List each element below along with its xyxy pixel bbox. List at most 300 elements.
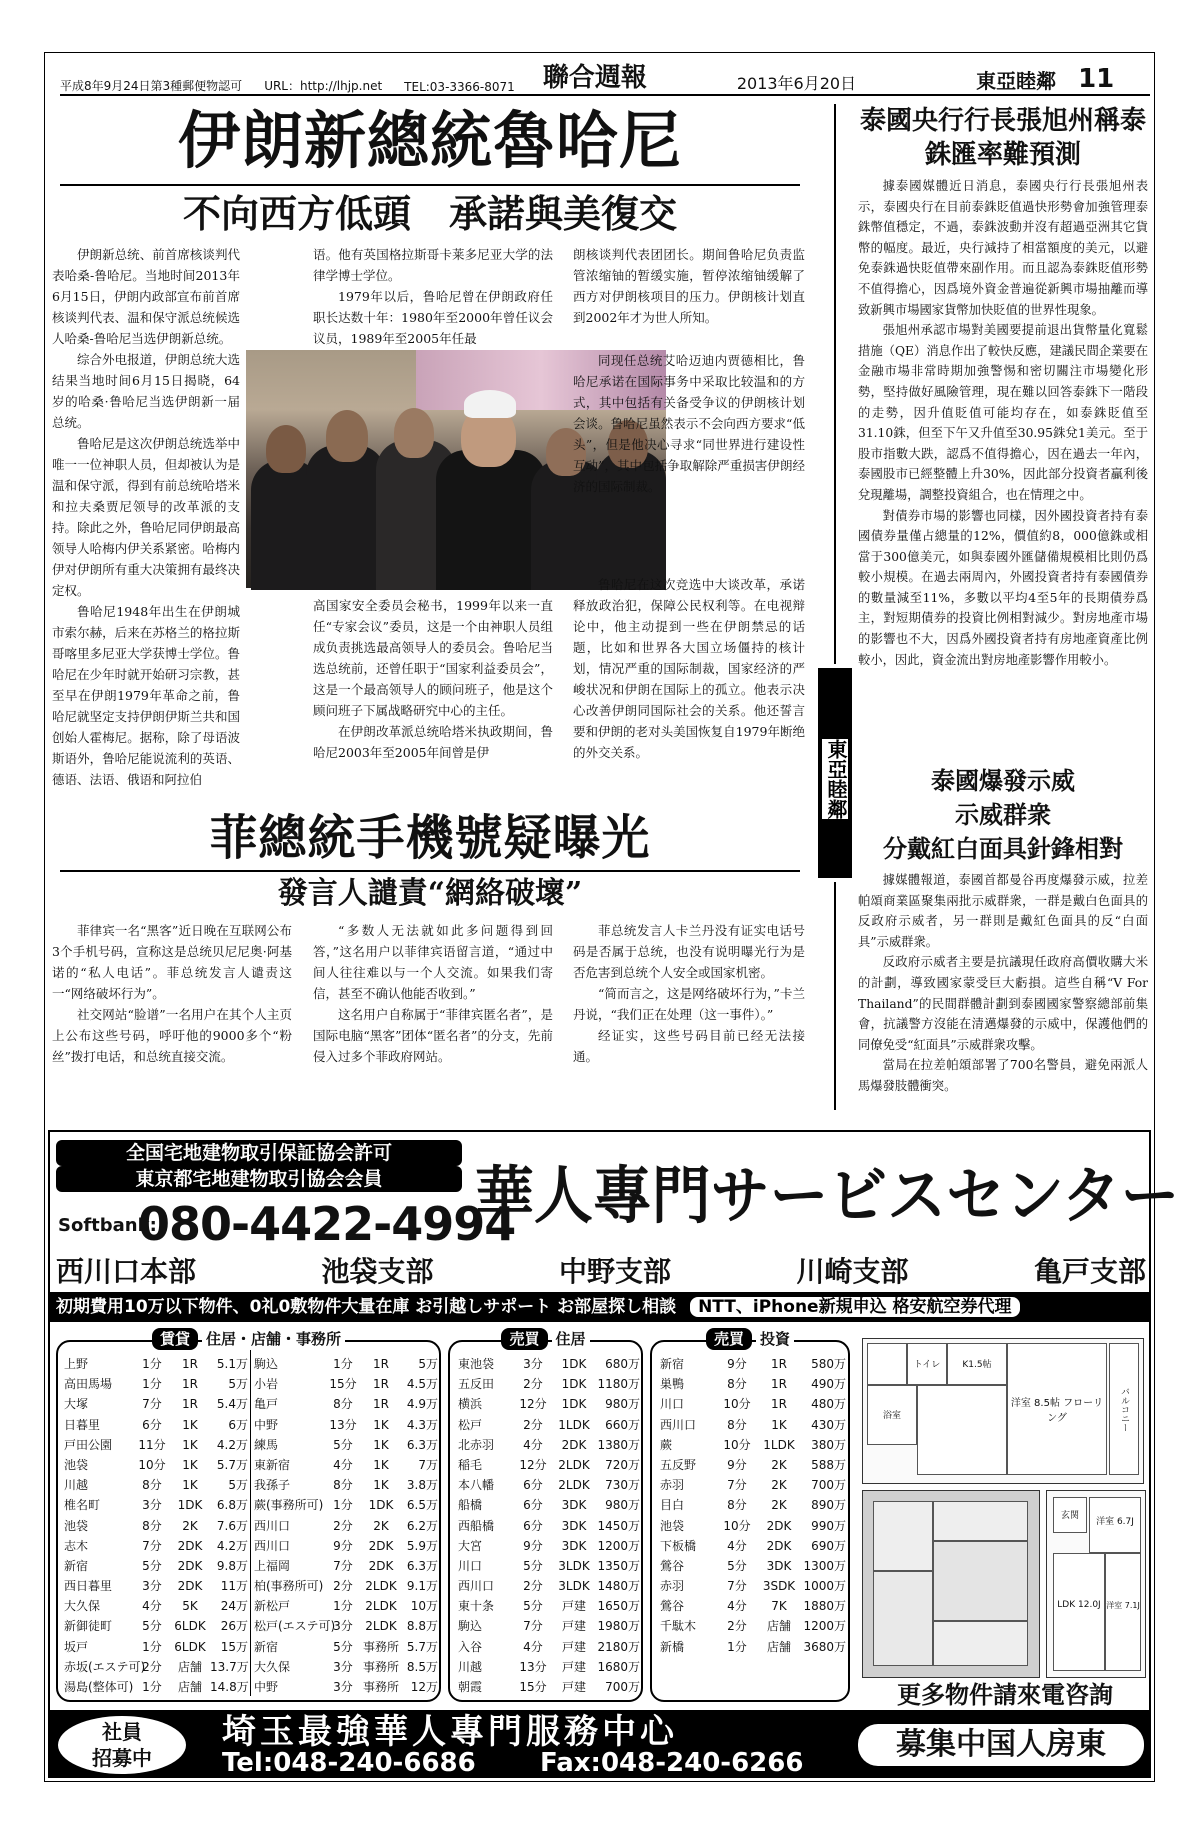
paragraph: 鲁哈尼在这次竞选中大谈改革，承诺释放政治犯，保障公民权利等。在电视辩论中，他主动提到一些在伊朗禁忌的话题，比如和世界各大国立场僵持的核计划，情况严重的国际制裁，国家经济的严峻状况和伊朗在国际上的孤立。他表示决心改善伊朗同国际社会的关系。他还誓言要和伊朗的老对头美国恢复自1979年断绝的外交关系。 [573,577,805,760]
listing-price: 5.1万 [216,1357,248,1371]
listing-row [254,1576,439,1596]
listing-type: 2DK [177,1538,203,1553]
listing-walk: 8分 [727,1377,747,1392]
listing-walk: 15分 [329,1377,357,1392]
listing-station: 西川口 [254,1518,291,1533]
listing-row [660,1556,846,1576]
listing-type: 1DK [561,1357,587,1371]
article4-title-line3: 分戴紅白面具針鋒相對 [883,835,1123,863]
listing-price: 700万 [811,1478,846,1493]
listing-walk: 3分 [142,1498,162,1513]
listing-walk: 8分 [333,1397,353,1412]
article2-subtitle: 發言人譴責“網絡破壞” [277,876,583,911]
listing-row [64,1516,249,1536]
listing-station: 松戸 [458,1417,483,1432]
listing-row [458,1536,640,1556]
fp-room [933,1541,1028,1621]
listing-row [458,1677,640,1697]
recruit-badge [58,1716,186,1774]
article1-col2-top [313,244,553,348]
page-number: 11 [1078,64,1115,94]
article4-body [858,870,1148,1110]
ad-phone[interactable]: 080-4422-4994 [138,1197,516,1251]
listing-row [458,1616,640,1636]
listing-row [660,1536,846,1556]
listing-station: 西川口 [254,1538,291,1553]
listing-walk: 7分 [333,1558,353,1573]
listing-row [64,1495,249,1515]
fp-room [867,1343,907,1385]
fp-bedroom: 洋室 7.1J [1105,1553,1141,1671]
listing-station: 本八幡 [458,1478,495,1493]
listing-walk: 10分 [723,1397,751,1412]
recruit-line2: 招募中 [92,1746,152,1770]
listing-type: 1R [771,1357,787,1371]
listing-walk: 2分 [523,1377,543,1392]
masthead [60,63,1150,96]
fp-kitchen: K1.5帖 [947,1343,1007,1385]
listing-walk: 2分 [523,1579,543,1594]
invest-title: 投資 [756,1330,794,1348]
invest-tag: 売買 [706,1328,752,1350]
listing-price: 15万 [220,1639,248,1654]
listing-station: 中野 [254,1417,279,1432]
listing-station: 五反野 [660,1457,697,1472]
listing-type: 1R [182,1377,198,1392]
article1-rule [60,184,800,186]
paragraph: 菲律宾一名“黑客”近日晚在互联网公布3个手机号码，宣称这是总统贝尼尼奥·阿基诺的“私人电话”。菲总统发言人谴责这一“网络破坏行为”。 [52,923,292,1001]
url-text[interactable]: URL：http://lhjp.net [264,79,383,93]
listing-walk: 9分 [727,1357,747,1371]
listing-row [254,1374,439,1394]
paragraph: 朗核谈判代表团团长。期间鲁哈尼负责监管浓缩铀的暂缓实施，暂停浓缩铀缓解了西方对伊朗核项目的压力。伊朗核计划直到2002年才为世人所知。 [573,247,805,325]
person [326,410,368,462]
listing-price: 10万 [410,1599,438,1614]
listing-price: 2180万 [597,1639,640,1654]
listing-walk: 1分 [142,1680,162,1694]
listing-type: 2DK [177,1558,203,1573]
listing-price: 4.9万 [406,1397,438,1412]
listing-station: 我孫子 [254,1478,291,1493]
listing-walk: 5分 [142,1619,162,1634]
article4-title-line1: 泰國爆發示威 [931,767,1075,795]
listing-station: 池袋 [64,1457,89,1472]
fp-room [873,1571,933,1666]
listing-type: 1LDK [763,1437,795,1452]
listing-price: 5.7万 [216,1457,248,1472]
listing-row [254,1495,439,1515]
listing-type: 2LDK [558,1457,590,1472]
listing-row [64,1475,249,1495]
listing-station: 志木 [64,1538,89,1553]
listing-walk: 7分 [727,1478,747,1493]
listing-station: 西川口 [458,1579,495,1594]
listing-walk: 4分 [727,1599,747,1614]
promo-bar [50,1292,1149,1322]
fp-balcony: バルコニー [1109,1343,1139,1475]
listing-type: 戸建 [561,1599,586,1614]
listing-price: 6.8万 [216,1498,248,1513]
listing-price: 720万 [605,1457,640,1472]
paragraph: 语。他有英国格拉斯哥卡莱多尼亚大学的法律学博士学位。 [313,247,553,283]
listing-station: 船橋 [458,1498,483,1513]
rent-title: 住居・店舗・事務所 [202,1330,345,1348]
listing-type: 1DK [368,1498,394,1513]
listing-type: 1R [771,1397,787,1412]
listing-row [64,1354,249,1374]
listing-row [660,1455,846,1475]
listing-type: 2K [373,1518,389,1533]
listing-price: 7万 [418,1457,438,1472]
article3-title: 泰國央行行長張旭州稱泰銖匯率難預測 [859,106,1146,170]
listing-station: 大久保 [254,1659,291,1674]
listing-walk: 7分 [142,1538,162,1553]
article1-subtitle: 不向西方低頭 承諾與美復交 [182,191,677,236]
listing-station: 稲毛 [458,1457,483,1472]
listing-price: 6.3万 [406,1558,438,1573]
listing-type: 2K [771,1457,787,1472]
article1-col1 [52,244,240,806]
rent-list-right [254,1354,439,1697]
sidebar-label [818,668,852,878]
paragraph: 同现任总统艾哈迈迪内贾德相比，鲁哈尼承诺在国际事务中采取比较温和的方式，其中包括有关备受争议的伊朗核计划会谈。鲁哈尼虽然表示不会向西方要求“低头”，但是他决心寻求“同世界进行建设性互动”，其中包括争取解除严重损害伊朗经济的国际制裁。 [573,353,805,494]
listing-station: 新宿 [660,1357,685,1371]
listing-row [660,1415,846,1435]
article1-col2-bot [313,595,553,806]
listing-price: 430万 [811,1417,846,1432]
listing-walk: 6分 [523,1478,543,1493]
listing-price: 1380万 [597,1437,640,1452]
listing-station: 蕨(事務所可) [254,1498,324,1513]
listing-price: 14.8万 [210,1680,249,1694]
listing-walk: 10分 [723,1518,751,1533]
listing-type: 6LDK [174,1639,206,1654]
listing-row [660,1475,846,1495]
listing-walk: 8分 [727,1498,747,1513]
fp-room [933,1621,1028,1666]
listing-type: 3DK [561,1498,587,1513]
listing-type: 1R [182,1357,198,1371]
article1-col3-mid [573,350,805,572]
listing-walk: 8分 [727,1417,747,1432]
paragraph: 伊朗新总统、前首席核谈判代表哈桑-鲁哈尼。当地时间2013年6月15日，伊朗内政部宣布前首席核谈判代表、温和保守派总统候选人哈桑-鲁哈尼当选伊朗新总统。 [52,247,240,346]
article3-body [858,176,1148,774]
listing-price: 12万 [410,1680,438,1694]
listing-price: 1000万 [803,1579,846,1594]
listing-walk: 2分 [727,1619,747,1634]
paragraph: 这名用户自称属于“菲律宾匿名者”，是国际电脑“黑客”团体“匿名者”的分支，先前侵入过多个菲政府网站。 [313,1007,553,1064]
listing-station: 入谷 [458,1639,483,1654]
listing-row [458,1657,640,1677]
listing-price: 380万 [811,1437,846,1452]
listing-price: 26万 [220,1619,248,1634]
listing-walk: 6分 [523,1518,543,1533]
listing-price: 6.3万 [406,1437,438,1452]
listing-station: 新御徒町 [64,1619,113,1634]
floorplan-1 [862,1338,1144,1484]
listing-station: 駒込 [458,1619,483,1634]
listing-row [254,1556,439,1576]
listing-type: 2K [771,1478,787,1493]
listing-row [254,1616,439,1636]
listing-walk: 4分 [523,1437,543,1452]
divider [250,1350,251,1696]
listing-station: 大宮 [458,1538,483,1553]
branch-item: 西川口本部 [56,1255,197,1288]
listing-walk: 8分 [142,1478,162,1493]
listing-station: 湯島(整体可) [64,1680,134,1694]
listing-row [458,1394,640,1414]
listing-type: 3SDK [762,1579,796,1594]
article1-col3-top [573,244,805,348]
paragraph: 1979年以后，鲁哈尼曾在伊朗政府任职长达数十年：1980年至2000年曾任议会议员，1989年至2005年任最 [313,289,553,346]
listing-price: 3.8万 [406,1478,438,1493]
listing-walk: 8分 [333,1478,353,1493]
listing-row [458,1415,640,1435]
listing-price: 13.7万 [210,1659,249,1674]
listing-price: 6.5万 [406,1498,438,1513]
listing-price: 700万 [605,1680,640,1694]
fp-living: LDK 12.0J [1053,1553,1105,1671]
listing-price: 5.4万 [216,1397,248,1412]
listing-station: 東池袋 [458,1357,495,1371]
listing-price: 4.2万 [216,1538,248,1553]
listing-price: 9.8万 [216,1558,248,1573]
fp-room [933,1501,1028,1541]
brand-logo: 聯合週報 [542,63,647,93]
sale-list [458,1354,640,1697]
listing-station: 川越 [64,1478,89,1493]
listing-walk: 1分 [727,1639,747,1654]
listing-walk: 3分 [333,1619,353,1634]
listing-walk: 4分 [142,1599,162,1614]
listing-row [458,1455,640,1475]
listing-type: 事務所 [362,1680,399,1694]
landlord-badge: 募集中国人房東 [858,1724,1144,1766]
listing-type: 戸建 [561,1619,586,1634]
listing-type: 2K [182,1518,198,1533]
listing-price: 8.8万 [406,1619,438,1634]
listing-row [64,1637,249,1657]
turban [464,390,516,418]
listing-station: 椎名町 [64,1498,101,1513]
listing-type: 3DK [766,1558,792,1573]
branch-list [56,1254,1146,1290]
listing-row [254,1435,439,1455]
listing-row [660,1394,846,1414]
listing-station: 川口 [458,1558,483,1573]
listing-price: 1480万 [597,1579,640,1594]
listing-walk: 5分 [523,1599,543,1614]
listing-price: 4.2万 [216,1437,248,1452]
floorplan-2 [862,1490,1040,1678]
listing-walk: 5分 [727,1558,747,1573]
listing-walk: 7分 [142,1397,162,1412]
saitama-slogan: 埼玉最強華人專門服務中心 [222,1712,678,1752]
listing-row [64,1677,249,1697]
listing-station: 池袋 [660,1518,685,1533]
permit-text: 平成8年9月24日第3種郵便物認可 [60,79,243,93]
listing-walk: 9分 [523,1538,543,1553]
paragraph: 社交网站“脸谱”一名用户在其个人主页上公布这些号码，呼吁他的9000多个“粉丝”拨打电话，和总统直接交流。 [52,1007,292,1064]
listing-station: 練馬 [254,1437,279,1452]
listing-type: 5K [182,1599,198,1614]
listing-row [660,1435,846,1455]
listing-type: 3LDK [558,1558,590,1573]
listing-walk: 11分 [138,1437,166,1452]
listing-price: 4.5万 [406,1377,438,1392]
listing-price: 660万 [605,1417,640,1432]
listing-walk: 4分 [727,1538,747,1553]
listing-row [64,1556,249,1576]
listing-price: 7.6万 [216,1518,248,1533]
listing-station: 大塚 [64,1397,89,1412]
listing-row [254,1516,439,1536]
listing-walk: 5分 [523,1558,543,1573]
listing-type: 2LDK [365,1619,397,1634]
listing-station: 上野 [64,1357,89,1371]
listing-row [254,1354,439,1374]
listing-price: 1880万 [803,1599,846,1614]
bottom-tel[interactable]: Tel:048-240-6686 [222,1748,476,1778]
listing-type: 3DK [561,1518,587,1533]
listing-station: 新宿 [64,1558,89,1573]
listing-row [660,1616,846,1636]
listing-walk: 1分 [142,1377,162,1392]
listing-station: 小岩 [254,1377,279,1392]
listing-price: 1980万 [597,1619,640,1634]
listing-row [64,1455,249,1475]
listing-type: 1K [373,1417,389,1432]
listing-type: 1K [182,1437,198,1452]
sale-table-header [450,1328,641,1349]
listing-price: 5万 [228,1478,248,1493]
listing-type: 1K [182,1478,198,1493]
article1-col3-bot [573,574,805,806]
listing-walk: 3分 [523,1357,543,1371]
listing-price: 1300万 [803,1558,846,1573]
listing-price: 1200万 [597,1538,640,1553]
listing-type: 1K [771,1417,787,1432]
person [266,425,306,473]
listing-walk: 7分 [523,1619,543,1634]
listing-station: 目白 [660,1498,685,1513]
fp-hall [917,1385,1007,1475]
listing-price: 680万 [605,1357,640,1371]
listing-row [458,1354,640,1374]
listing-walk: 3分 [333,1659,353,1674]
listing-type: 2DK [177,1579,203,1594]
softbank-label: Softbank: [58,1215,157,1236]
listing-station: 赤羽 [660,1579,685,1594]
listing-station: 東十条 [458,1599,495,1614]
listing-type: 1R [373,1377,389,1392]
listing-station: 下板橋 [660,1538,697,1553]
person [394,408,434,458]
fp-bedroom: 洋室 8.5帖 フローリング [1007,1343,1107,1475]
paragraph: 當局在拉差帕頌部署了700名警員，避免兩派人馬爆發肢體衝突。 [858,1058,1148,1093]
listing-type: 2LDK [365,1599,397,1614]
paragraph: 综合外电报道，伊朗总统大选结果当地时间6月15日揭晓，64岁的哈桑·鲁哈尼当选伊朗新一届总统。 [52,352,240,430]
fp-entry: 玄関 [1053,1497,1087,1533]
listing-type: 2LDK [365,1579,397,1594]
listing-row [64,1596,249,1616]
listing-type: 1DK [561,1377,587,1392]
listing-station: 駒込 [254,1357,279,1371]
article2-col1 [52,920,292,1110]
listing-station: 亀戸 [254,1397,279,1412]
sale-title: 住居 [552,1330,590,1348]
invest-table [650,1330,850,1702]
paragraph: 據媒體報道，泰國首都曼谷再度爆發示威，拉差帕頌商業區聚集兩批示威群衆，一群是戴白色面具的反政府示威者，另一群則是戴紅色面具的反“白面具”示威群衆。 [858,873,1148,949]
listing-price: 588万 [811,1457,846,1472]
listing-walk: 2分 [523,1417,543,1432]
listing-type: 1K [182,1417,198,1432]
listing-row [660,1516,846,1536]
listing-row [64,1616,249,1636]
listing-station: 巣鴨 [660,1377,685,1392]
listing-station: 西船橋 [458,1518,495,1533]
permit-badge-1: 全国宅地建物取引保証協会許可 [56,1140,462,1166]
listing-row [458,1576,640,1596]
listing-price: 6.2万 [406,1518,438,1533]
paragraph: 鲁哈尼是这次伊朗总统选举中唯一一位神职人员，但却被认为是温和保守派，得到有前总统哈塔米和拉夫桑贾尼领导的改革派的支持。除此之外，鲁哈尼同伊朗最高领导人哈梅内伊关系紧密。哈梅内伊对伊朗所有重大决策拥有最终决定权。 [52,436,240,598]
listing-type: 1K [373,1478,389,1493]
listing-price: 9.1万 [406,1579,438,1594]
listing-price: 1650万 [597,1599,640,1614]
listing-price: 11万 [220,1579,248,1594]
listing-type: 店舗 [766,1619,791,1634]
listing-row [458,1475,640,1495]
paragraph: 張旭州承認市場對美國要提前退出貨幣量化寬鬆措施（QE）消息作出了較快反應，建議民間企業要在金融市場非常時期加強警惕和密切關注市場變化形勢，堅持做好風險管理，現在難以回答泰銖下一階段的走勢，因升值貶值可能均存在，如泰銖貶值至31.10銖，但至下午又升值至30.95銖兌1美元。至于股市指數大跌，認爲不值得擔心，因在過去一年內，泰國股市已經整體上升30%，因此部分投資者贏利後兌現離場，調整投資組合，也在情理之中。 [858,323,1148,502]
listing-row [64,1536,249,1556]
paragraph: “多数人无法就如此多问题得到回答，”这名用户以菲律宾语留言道，“通过中间人往往难以与一个人交流。如果我们寄信，甚至不确认他能否收到。” [313,923,553,1001]
sale-tag: 売買 [501,1328,547,1350]
listing-walk: 10分 [723,1437,751,1452]
listing-walk: 13分 [329,1417,357,1432]
listing-row [254,1596,439,1616]
listing-station: 赤坂(エステ可) [64,1659,146,1674]
listing-row [458,1637,640,1657]
listing-row [660,1576,846,1596]
listing-walk: 5分 [142,1558,162,1573]
listing-walk: 1分 [333,1357,353,1371]
listing-station: 新橋 [660,1639,685,1654]
listing-station: 池袋 [64,1518,89,1533]
listing-walk: 3分 [142,1579,162,1594]
issue-date: 2013年6月20日 [736,74,857,93]
listing-walk: 2分 [142,1659,162,1674]
listing-type: 2LDK [558,1478,590,1493]
listing-walk: 9分 [333,1538,353,1553]
listing-station: 西川口 [660,1417,697,1432]
listing-row [458,1596,640,1616]
listing-row [64,1576,249,1596]
listing-type: 1DK [177,1498,203,1513]
listing-row [458,1495,640,1515]
listing-walk: 12分 [519,1397,547,1412]
listing-price: 5.7万 [406,1639,438,1654]
person [436,450,546,590]
listing-price: 980万 [605,1498,640,1513]
listing-station: 高田馬場 [64,1377,113,1392]
listing-walk: 5分 [333,1639,353,1654]
listing-type: 2K [771,1498,787,1513]
listing-row [254,1637,439,1657]
listing-row [254,1394,439,1414]
listing-type: 戸建 [561,1659,586,1674]
listing-price: 5.9万 [406,1538,438,1553]
